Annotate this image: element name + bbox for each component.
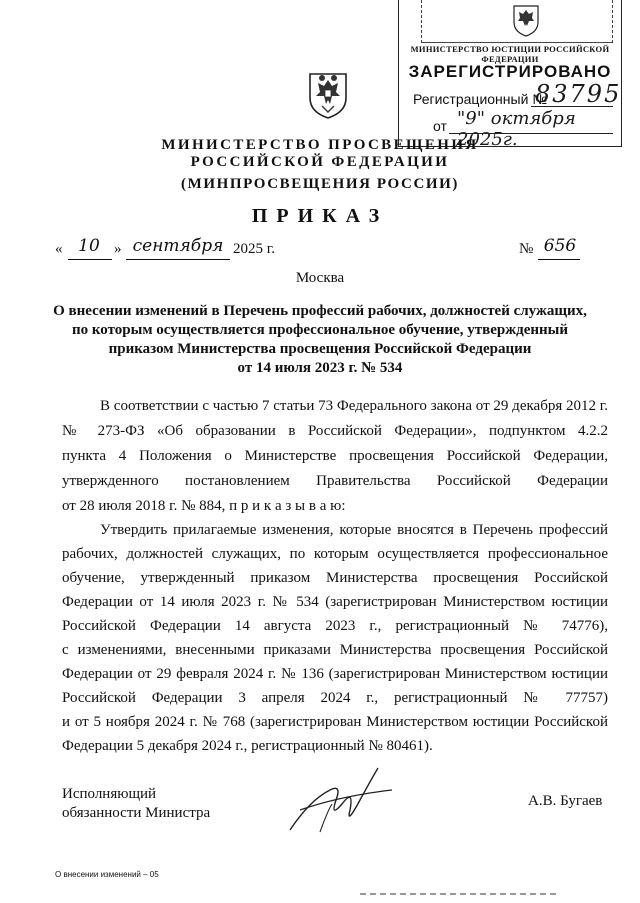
state-emblem-icon xyxy=(304,66,352,120)
order-number-label: № xyxy=(519,241,534,257)
ministry-short-name: (МИНПРОСВЕЩЕНИЯ РОССИИ) xyxy=(180,176,460,192)
signatory-position-line1: Исполняющий xyxy=(62,786,157,802)
date-close-quote: » xyxy=(114,241,122,257)
body-line: утвержденного постановлением Правительства Российской Федерации xyxy=(62,473,608,489)
document-type: ПРИКАЗ xyxy=(251,205,389,227)
date-day: 10 xyxy=(78,236,100,256)
body-line: В соответствии с частью 7 статьи 73 Федерального закона от 29 декабря 2012 г. xyxy=(100,398,608,414)
body-line: Федерации от 29 февраля 2024 г. № 136 (зарегистрирован Министерством юстиции xyxy=(62,666,608,682)
body-line: Утвердить прилагаемые изменения, которые вносятся в Перечень профессий xyxy=(100,522,608,538)
body-line: обучение, утвержденный приказом Министерства просвещения Российской xyxy=(62,570,608,586)
body-line: рабочих, должностей служащих, по которым осуществляется профессиональное xyxy=(62,546,608,562)
footer-code: О внесении изменений – 05 xyxy=(55,870,159,879)
signatory-name: А.В. Бугаев xyxy=(528,793,603,809)
date-open-quote: « xyxy=(55,241,63,257)
order-title-line: от 14 июля 2023 г. № 534 xyxy=(237,360,403,376)
order-title-line: О внесении изменений в Перечень профессий рабочих, должностей служащих, xyxy=(53,303,587,319)
body-line: Федерации 5 декабря 2024 г., регистрационный № 80461). xyxy=(62,738,433,754)
ministry-name-line2: РОССИЙСКОЙ ФЕДЕРАЦИИ xyxy=(190,154,450,170)
city: Москва xyxy=(295,270,345,286)
date-year: 2025 г. xyxy=(233,241,275,257)
order-title-line: приказом Министерства просвещения Российской Федерации xyxy=(108,341,532,357)
body-line: от 28 июля 2018 г. № 884, п р и к а з ы в а ю: xyxy=(62,498,346,514)
date-month: сентября xyxy=(132,236,224,256)
stamp-date-underline xyxy=(449,133,613,134)
body-line: Российской Федерации 14 августа 2023 г., регистрационный № 74776), xyxy=(62,618,608,634)
date-day-underline xyxy=(68,259,112,260)
stamp-number-underline xyxy=(531,106,613,107)
body-line: с изменениями, внесенными приказами Министерства просвещения Российской xyxy=(62,642,608,658)
body-line: пункта 4 Положения о Министерстве просвещения Российской Федерации, xyxy=(62,448,608,464)
stamp-emblem-icon xyxy=(510,2,542,38)
stamp-emblem-box xyxy=(421,0,613,43)
stamp-number-label: Регистрационный № xyxy=(413,91,548,107)
body-line: Российской Федерации 3 апреля 2024 г., регистрационный № 77757) xyxy=(62,690,608,706)
order-number-underline xyxy=(538,259,580,260)
order-title-line: по которым осуществляется профессиональное обучение, утвержденный xyxy=(71,322,569,338)
stamp-date-label: от xyxy=(433,118,447,134)
ministry-name-line1: МИНИСТЕРСТВО ПРОСВЕЩЕНИЯ xyxy=(161,137,479,153)
order-number: 656 xyxy=(543,236,577,256)
stamp-number-value: 83795 xyxy=(535,80,622,108)
body-line: № 273-ФЗ «Об образовании в Российской Федерации», подпунктом 4.2.2 xyxy=(62,423,608,439)
signatory-position-line2: обязанности Министра xyxy=(62,805,211,821)
stamp-registered: ЗАРЕГИСТРИРОВАНО xyxy=(408,62,612,81)
handwritten-signature xyxy=(280,760,400,840)
registration-stamp xyxy=(398,0,622,150)
stamp-ministry: МИНИСТЕРСТВО ЮСТИЦИИ РОССИЙСКОЙ ФЕДЕРАЦИИ xyxy=(410,44,610,64)
stamp-date-value: "9" октября 2025г. xyxy=(457,108,576,150)
body-line: и от 5 ноября 2024 г. № 768 (зарегистрирован Министерством юстиции Российской xyxy=(62,714,608,730)
date-month-underline xyxy=(126,259,230,260)
scan-edge-artifact xyxy=(360,893,560,895)
body-line: Федерации от 14 июля 2023 г. № 534 (зарегистрирован Министерством юстиции xyxy=(62,594,608,610)
